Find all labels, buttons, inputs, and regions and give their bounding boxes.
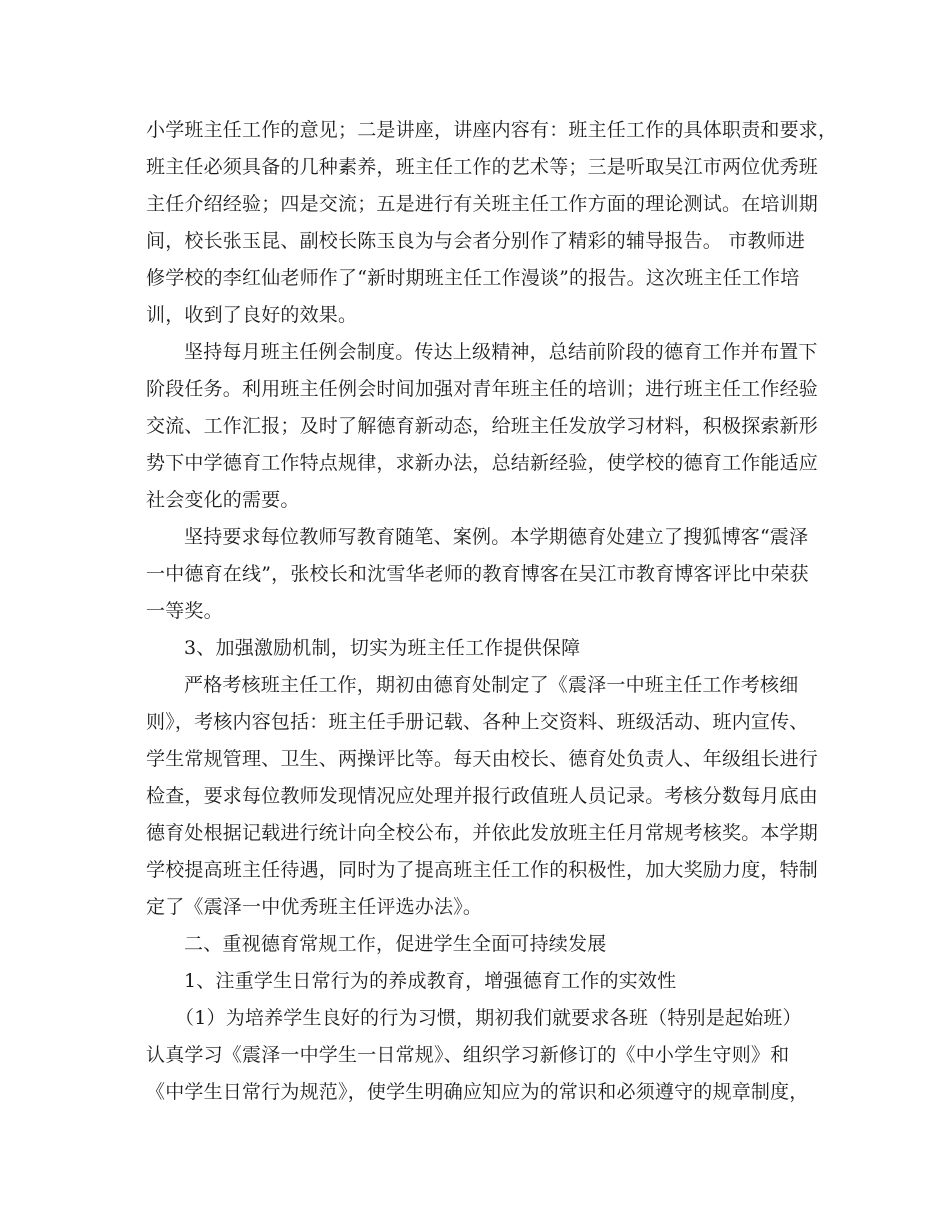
subsection-heading: 1、注重学生日常行为的养成教育，增强德育工作的实效性 [184,970,677,992]
paragraph-line: 《中学生日常行为规范》，使学生明确应知应为的常识和必须遵守的规章制度， [146,1081,809,1103]
paragraph-line: 认真学习《震泽一中学生一日常规》、组织学习新修订的《中小学生守则》和 [146,1044,790,1066]
paragraph-line: 德育处根据记载进行统计向全校公布，并依此发放班主任月常规考核奖。本学期 [146,822,819,844]
section-heading: 二、重视德育常规工作，促进学生全面可持续发展 [184,933,607,955]
paragraph-line: 则》，考核内容包括：班主任手册记载、各种上交资料、班级活动、班内宣传、 [146,711,809,733]
paragraph-line: 势下中学德育工作特点规律，求新办法，总结新经验，使学校的德育工作能适应 [146,452,819,474]
paragraph-line: 严格考核班主任工作，期初由德育处制定了《震泽一中班主任工作考核细 [184,674,799,696]
paragraph-line: 间，校长张玉昆、副校长陈玉良为与会者分别作了精彩的辅导报告。 市教师进 [146,230,806,252]
paragraph-line: 主任介绍经验；四是交流；五是进行有关班主任工作方面的理论测试。在培训期 [146,193,819,215]
paragraph-line: 阶段任务。利用班主任例会时间加强对青年班主任的培训；进行班主任工作经验 [146,378,819,400]
paragraph-line: 交流、工作汇报；及时了解德育新动态，给班主任发放学习材料，积极探索新形 [146,415,819,437]
paragraph-line: 训，收到了良好的效果。 [146,304,358,326]
paragraph-line: 定了《震泽一中优秀班主任评选办法》。 [146,896,483,918]
paragraph-line: 检查，要求每位教师发现情况应处理并报行政值班人员记录。考核分数每月底由 [146,785,819,807]
section-heading: 3、加强激励机制，切实为班主任工作提供保障 [184,637,581,659]
paragraph-line: （1）为培养学生良好的行为习惯，期初我们就要求各班（特别是起始班） [175,1007,802,1029]
paragraph-line: 修学校的李红仙老师作了“新时期班主任工作漫谈”的报告。这次班主任工作培 [146,267,800,289]
paragraph-line: 一等奖。 [146,600,223,622]
paragraph-line: 学校提高班主任待遇，同时为了提高班主任工作的积极性，加大奖励力度，特制 [146,859,819,881]
paragraph-line: 小学班主任工作的意见；二是讲座，讲座内容有：班主任工作的具体职责和要求， [146,119,838,141]
paragraph-line: 坚持每月班主任例会制度。传达上级精神，总结前阶段的德育工作并布置下 [184,341,818,363]
paragraph-line: 坚持要求每位教师写教育随笔、案例。本学期德育处建立了搜狐博客“震泽 [184,526,809,548]
paragraph-line: 学生常规管理、卫生、两操评比等。每天由校长、德育处负责人、年级组长进行 [146,748,819,770]
paragraph-line: 一中德育在线”，张校长和沈雪华老师的教育博客在吴江市教育博客评比中荣获 [146,563,809,585]
paragraph-line: 班主任必须具备的几种素养，班主任工作的艺术等；三是听取吴江市两位优秀班 [146,156,819,178]
paragraph-line: 社会变化的需要。 [146,489,300,511]
